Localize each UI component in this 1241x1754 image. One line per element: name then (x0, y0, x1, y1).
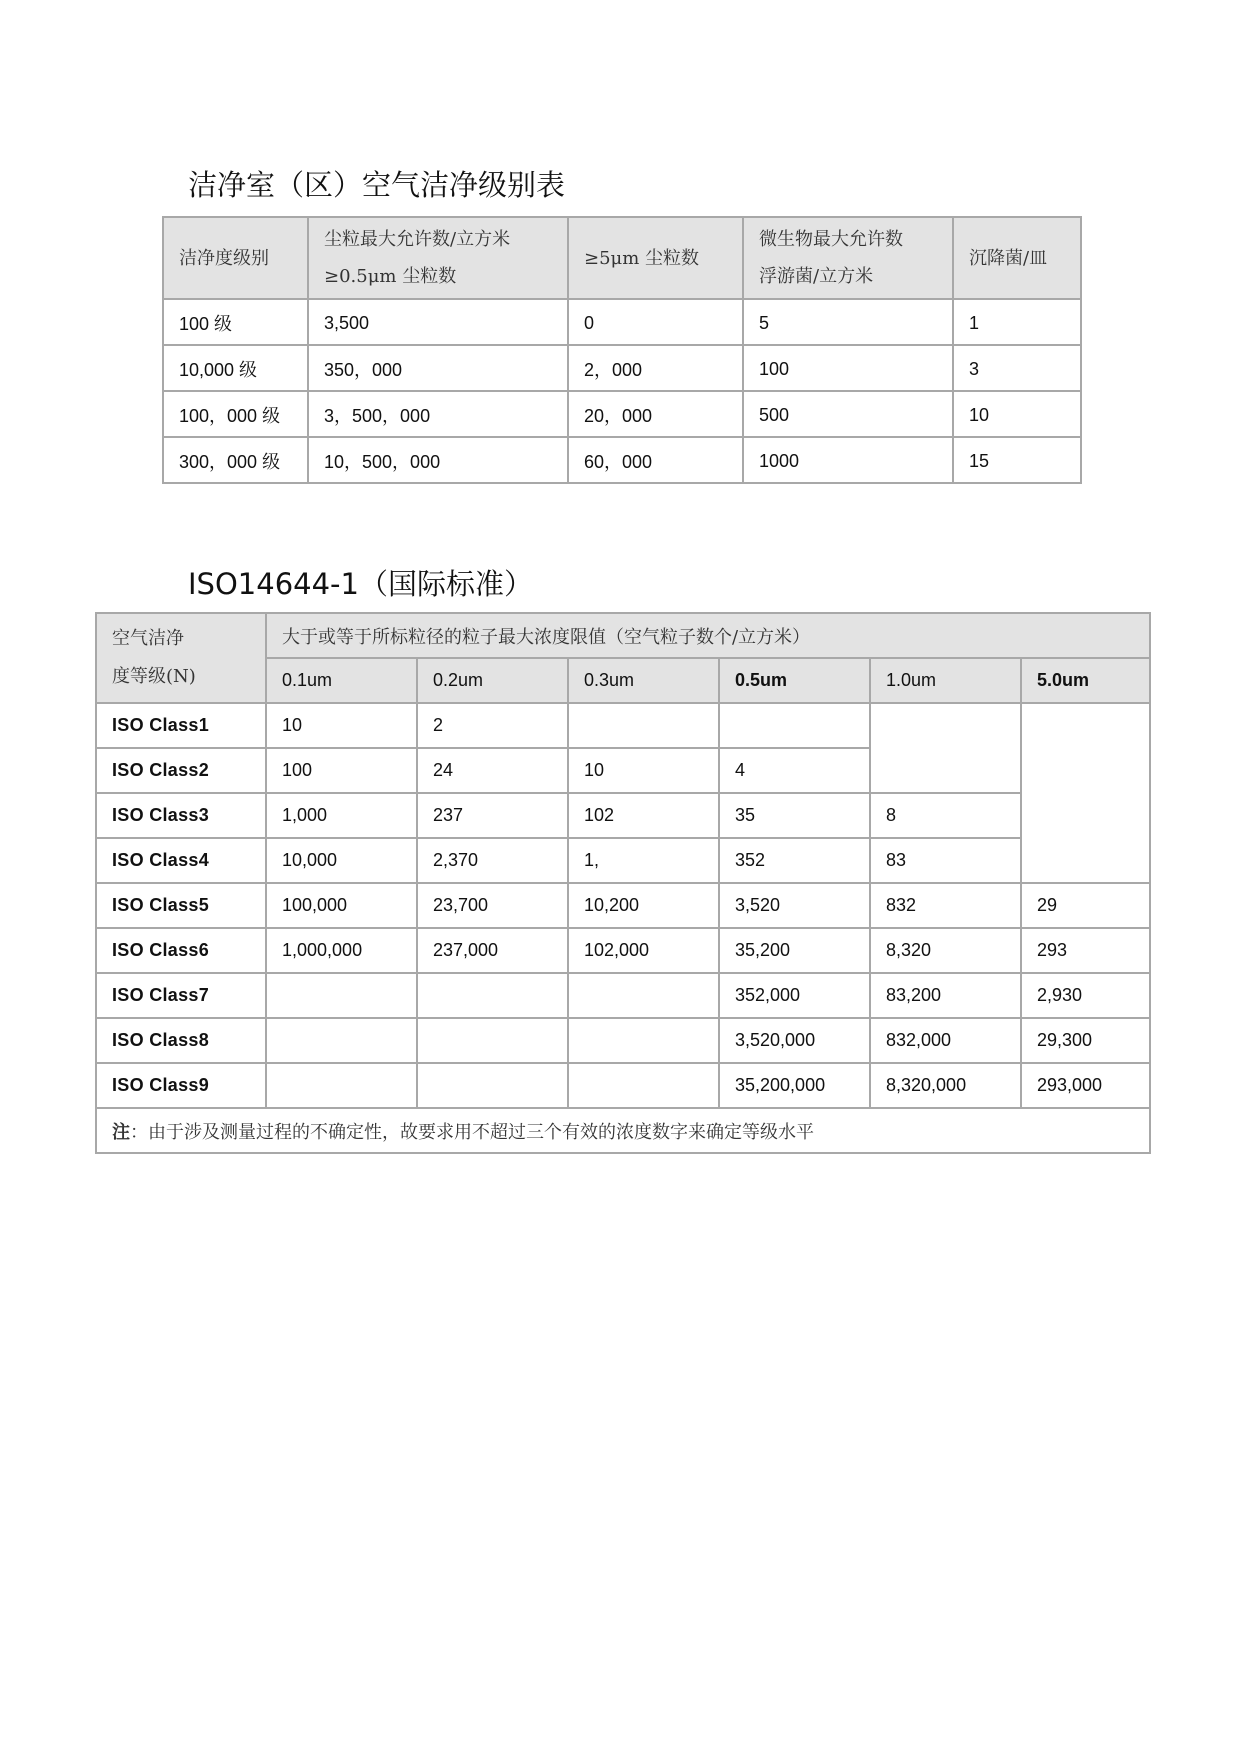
table-cell: 10，500，000 (308, 437, 568, 483)
table-cell: 100 (266, 748, 417, 793)
table-cell: 10,000 (266, 838, 417, 883)
table-cell: 24 (417, 748, 568, 793)
table-cell: 8,320 (870, 928, 1021, 973)
table-cell: 352 (719, 838, 870, 883)
table-cell: 352,000 (719, 973, 870, 1018)
table-cell: 832 (870, 883, 1021, 928)
table-cell (568, 973, 719, 1018)
table-cell: 35 (719, 793, 870, 838)
table-cell: 10 (266, 703, 417, 748)
table-cell (266, 1063, 417, 1108)
table-cell: 832,000 (870, 1018, 1021, 1063)
header-microbes-line1: 微生物最大允许数 (759, 229, 903, 250)
table-cell: 237 (417, 793, 568, 838)
table-row (96, 1063, 1150, 1108)
table-cell: 10 (953, 391, 1081, 437)
table-row (163, 391, 1081, 437)
table-row (163, 345, 1081, 391)
class-cell: ISO Class7 (96, 973, 266, 1018)
table-cell: 3，500，000 (308, 391, 568, 437)
table-cell: 29 (1021, 883, 1150, 928)
table-cell: 1, (568, 838, 719, 883)
header-grade: 洁净度级别 (163, 217, 308, 299)
table-row (96, 883, 1150, 928)
class-cell: ISO Class3 (96, 793, 266, 838)
table-cell: 15 (953, 437, 1081, 483)
table-row (96, 1018, 1150, 1063)
header-size: 0.2um (417, 658, 568, 703)
table-cell: 3 (953, 345, 1081, 391)
class-cell: ISO Class4 (96, 838, 266, 883)
grade-cell: 100 级 (163, 299, 308, 345)
table-header-row (96, 613, 1150, 658)
table-cell: 35,200,000 (719, 1063, 870, 1108)
table-cell (266, 1018, 417, 1063)
table-cell: 293,000 (1021, 1063, 1150, 1108)
class-cell: ISO Class8 (96, 1018, 266, 1063)
table-cell (568, 1063, 719, 1108)
table-cell: 10 (568, 748, 719, 793)
header-size: 0.1um (266, 658, 417, 703)
class-cell: ISO Class6 (96, 928, 266, 973)
table-cell (568, 703, 719, 748)
table-cell (1021, 703, 1150, 883)
note-label: 注 (112, 1121, 130, 1143)
grade-cell: 10,000 级 (163, 345, 308, 391)
table-cell: 29,300 (1021, 1018, 1150, 1063)
class-cell: ISO Class9 (96, 1063, 266, 1108)
table-cell: 3,520 (719, 883, 870, 928)
iso-standard-title: ISO14644-1（国际标准） (188, 567, 533, 601)
table-cell: 2 (417, 703, 568, 748)
header-size: 0.3um (568, 658, 719, 703)
table-cell: 100 (743, 345, 953, 391)
table-cell: 3,500 (308, 299, 568, 345)
table-header-row (163, 217, 1081, 299)
table-cell: 35,200 (719, 928, 870, 973)
table-cell: 23,700 (417, 883, 568, 928)
table-cell: 8,320,000 (870, 1063, 1021, 1108)
iso-class-table (95, 612, 1151, 1154)
table-cell: 1 (953, 299, 1081, 345)
table-cell: 350，000 (308, 345, 568, 391)
table-cell: 83 (870, 838, 1021, 883)
table-row (96, 838, 1150, 883)
table-row (96, 703, 1150, 748)
table-cell (870, 703, 1021, 793)
grade-cell: 100，000 级 (163, 391, 308, 437)
header-dust-05 (308, 217, 568, 299)
header-class-line2: 度等级(N) (112, 666, 196, 687)
table-cell: 5 (743, 299, 953, 345)
table-note (96, 1108, 1150, 1153)
table-cell: 102 (568, 793, 719, 838)
table-cell: 1,000 (266, 793, 417, 838)
table-cell: 237,000 (417, 928, 568, 973)
table-cell: 4 (719, 748, 870, 793)
header-settling: 沉降菌/皿 (953, 217, 1081, 299)
table-row (96, 973, 1150, 1018)
cleanroom-grade-title: 洁净室（区）空气洁净级别表 (188, 168, 566, 202)
header-dust-05-line2: ≥0.5μm 尘粒数 (324, 266, 457, 287)
header-limit: 大于或等于所标粒径的粒子最大浓度限值（空气粒子数个/立方米） (266, 613, 1150, 658)
header-dust-05-line1: 尘粒最大允许数/立方米 (324, 229, 511, 250)
table-cell: 100,000 (266, 883, 417, 928)
table-row (163, 437, 1081, 483)
table-cell (719, 703, 870, 748)
class-cell: ISO Class1 (96, 703, 266, 748)
header-microbes (743, 217, 953, 299)
table-cell: 1000 (743, 437, 953, 483)
header-class-line1: 空气洁净 (112, 628, 184, 649)
table-cell: 1,000,000 (266, 928, 417, 973)
table-cell: 20，000 (568, 391, 743, 437)
table-row (96, 793, 1150, 838)
header-size: 0.5um (719, 658, 870, 703)
note-text: ：由于涉及测量过程的不确定性，故要求用不超过三个有效的浓度数字来确定等级水平 (130, 1121, 814, 1143)
header-size: 1.0um (870, 658, 1021, 703)
table-cell: 102,000 (568, 928, 719, 973)
table-cell: 8 (870, 793, 1021, 838)
table-row (96, 928, 1150, 973)
table-row (163, 299, 1081, 345)
header-size: 5.0um (1021, 658, 1150, 703)
table-note-row (96, 1108, 1150, 1153)
table-cell (417, 973, 568, 1018)
header-microbes-line2: 浮游菌/立方米 (759, 266, 874, 287)
table-cell: 2，000 (568, 345, 743, 391)
class-cell: ISO Class2 (96, 748, 266, 793)
class-cell: ISO Class5 (96, 883, 266, 928)
table-cell: 2,370 (417, 838, 568, 883)
header-dust-5: ≥5μm 尘粒数 (568, 217, 743, 299)
table-cell: 0 (568, 299, 743, 345)
table-cell (417, 1018, 568, 1063)
table-cell: 3,520,000 (719, 1018, 870, 1063)
header-class (96, 613, 266, 703)
table-cell: 83,200 (870, 973, 1021, 1018)
table-cell (417, 1063, 568, 1108)
table-cell: 10,200 (568, 883, 719, 928)
grade-cell: 300，000 级 (163, 437, 308, 483)
table-cell: 60，000 (568, 437, 743, 483)
table-cell: 500 (743, 391, 953, 437)
table-cell (266, 973, 417, 1018)
cleanroom-grade-table (162, 216, 1082, 484)
table-cell: 2,930 (1021, 973, 1150, 1018)
table-cell (568, 1018, 719, 1063)
table-cell: 293 (1021, 928, 1150, 973)
